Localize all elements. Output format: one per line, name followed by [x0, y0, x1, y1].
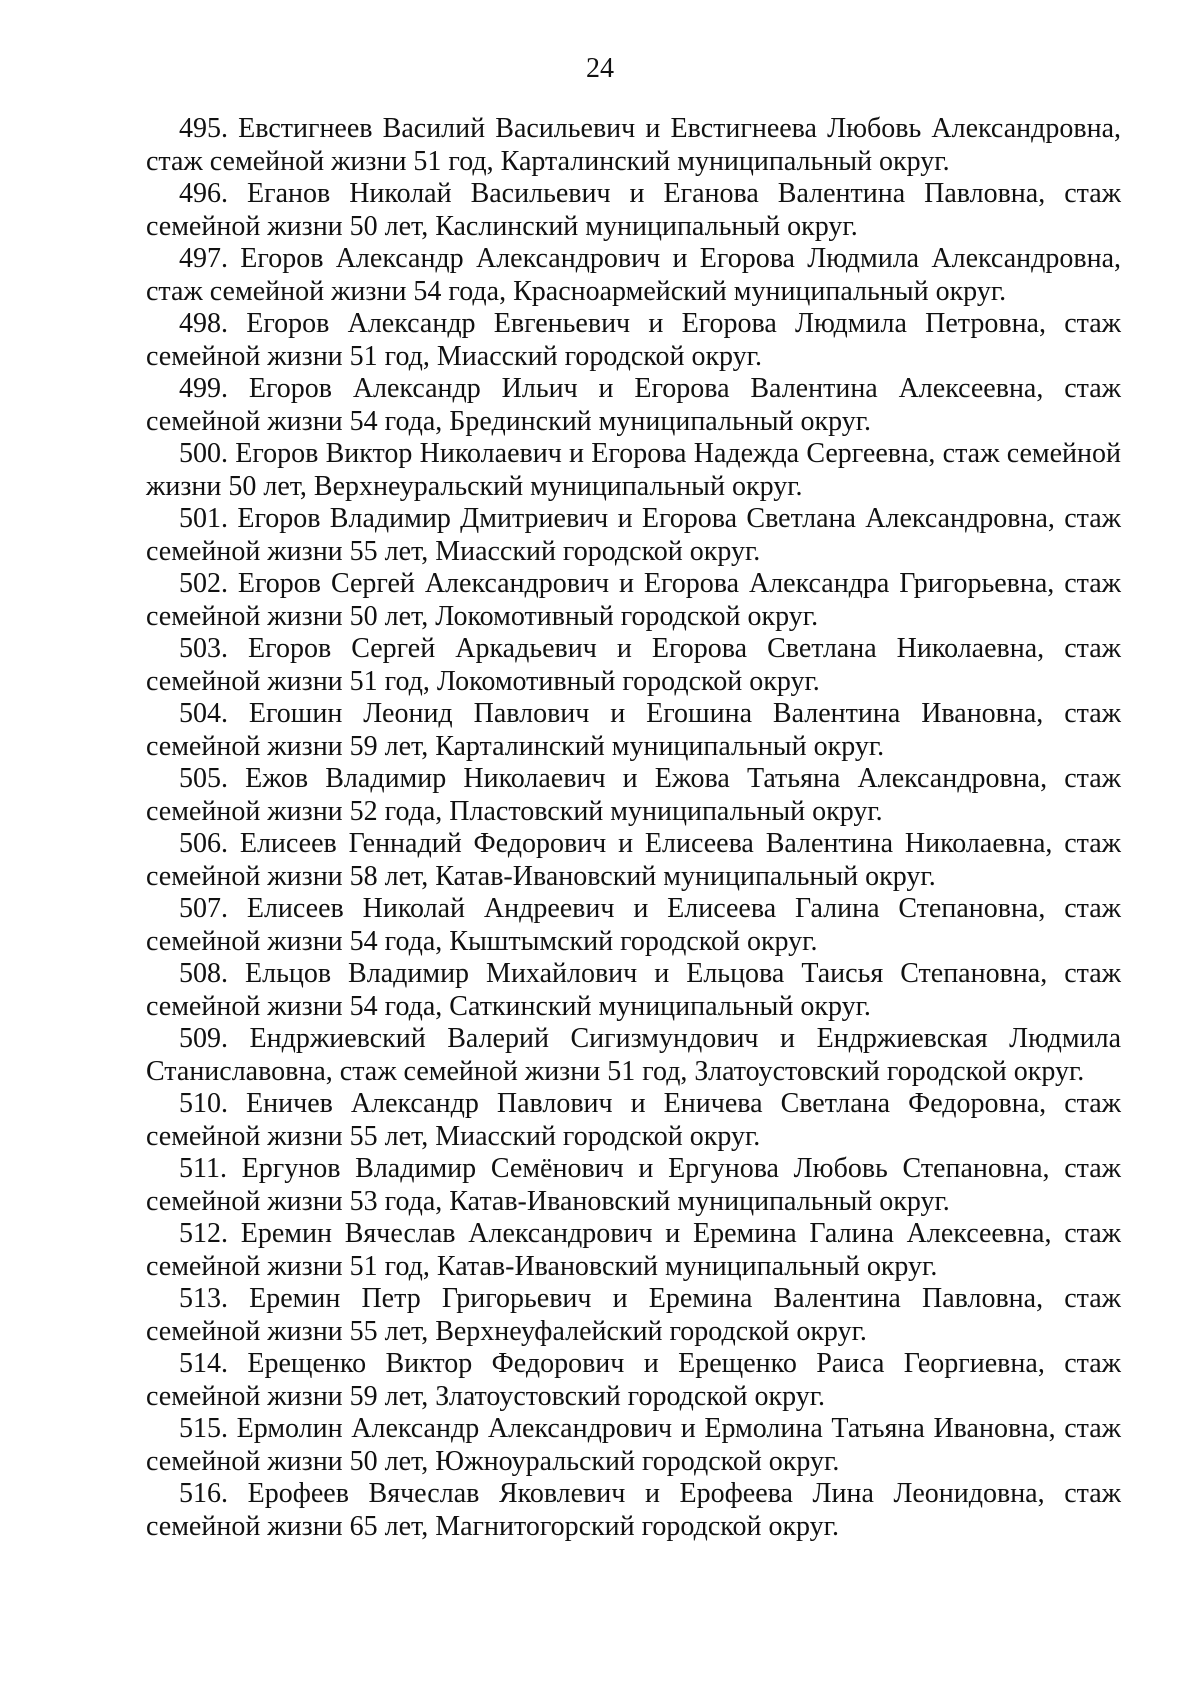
list-item: 500. Егоров Виктор Николаевич и Егорова Надежда Сергеевна, стаж семейной жизни 50 лет, Верхнеуральский муниципальный округ.	[146, 438, 1121, 502]
list-item: 501. Егоров Владимир Дмитриевич и Егорова Светлана Александровна, стаж семейной жизни 55 лет, Миасский городской округ.	[146, 503, 1121, 567]
list-item: 516. Ерофеев Вячеслав Яковлевич и Ерофеева Лина Леонидовна, стаж семейной жизни 65 лет, Магнитогорский городской округ.	[146, 1478, 1121, 1542]
list-item: 503. Егоров Сергей Аркадьевич и Егорова Светлана Николаевна, стаж семейной жизни 51 год, Локомотивный городской округ.	[146, 633, 1121, 697]
list-item: 510. Еничев Александр Павлович и Еничева Светлана Федоровна, стаж семейной жизни 55 лет, Миасский городской округ.	[146, 1088, 1121, 1152]
list-item: 513. Еремин Петр Григорьевич и Еремина Валентина Павловна, стаж семейной жизни 55 лет, Верхнеуфалейский городской округ.	[146, 1283, 1121, 1347]
list-item: 504. Егошин Леонид Павлович и Егошина Валентина Ивановна, стаж семейной жизни 59 лет, Карталинский муниципальный округ.	[146, 698, 1121, 762]
list-item: 497. Егоров Александр Александрович и Егорова Людмила Александровна, стаж семейной жизни 54 года, Красноармейский муниципальный округ.	[146, 243, 1121, 307]
list-item: 508. Ельцов Владимир Михайлович и Ельцова Таисья Степановна, стаж семейной жизни 54 года, Саткинский муниципальный округ.	[146, 958, 1121, 1022]
list-item: 506. Елисеев Геннадий Федорович и Елисеева Валентина Николаевна, стаж семейной жизни 58 лет, Катав-Ивановский муниципальный округ.	[146, 828, 1121, 892]
entry-list	[146, 113, 1121, 1543]
list-item: 512. Еремин Вячеслав Александрович и Еремина Галина Алексеевна, стаж семейной жизни 51 год, Катав-Ивановский муниципальный округ.	[146, 1218, 1121, 1282]
list-item: 515. Ермолин Александр Александрович и Ермолина Татьяна Ивановна, стаж семейной жизни 50 лет, Южноуральский городской округ.	[146, 1413, 1121, 1477]
list-item: 498. Егоров Александр Евгеньевич и Егорова Людмила Петровна, стаж семейной жизни 51 год, Миасский городской округ.	[146, 308, 1121, 372]
list-item: 514. Ерещенко Виктор Федорович и Ерещенко Раиса Георгиевна, стаж семейной жизни 59 лет, Златоустовский городской округ.	[146, 1348, 1121, 1412]
list-item: 511. Ергунов Владимир Семёнович и Ергунова Любовь Степановна, стаж семейной жизни 53 года, Катав-Ивановский муниципальный округ.	[146, 1153, 1121, 1217]
list-item: 509. Ендржиевский Валерий Сигизмундович и Ендржиевская Людмила Станиславовна, стаж семейной жизни 51 год, Златоустовский городской округ.	[146, 1023, 1121, 1087]
list-item: 502. Егоров Сергей Александрович и Егорова Александра Григорьевна, стаж семейной жизни 50 лет, Локомотивный городской округ.	[146, 568, 1121, 632]
page-number: 24	[586, 53, 614, 84]
list-item: 505. Ежов Владимир Николаевич и Ежова Татьяна Александровна, стаж семейной жизни 52 года, Пластовский муниципальный округ.	[146, 763, 1121, 827]
list-item: 499. Егоров Александр Ильич и Егорова Валентина Алексеевна, стаж семейной жизни 54 года, Брединский муниципальный округ.	[146, 373, 1121, 437]
list-item: 507. Елисеев Николай Андреевич и Елисеева Галина Степановна, стаж семейной жизни 54 года, Кыштымский городской округ.	[146, 893, 1121, 957]
list-item: 495. Евстигнеев Василий Васильевич и Евстигнеева Любовь Александровна, стаж семейной жизни 51 год, Карталинский муниципальный округ.	[146, 113, 1121, 177]
list-item: 496. Еганов Николай Васильевич и Еганова Валентина Павловна, стаж семейной жизни 50 лет, Каслинский муниципальный округ.	[146, 178, 1121, 242]
